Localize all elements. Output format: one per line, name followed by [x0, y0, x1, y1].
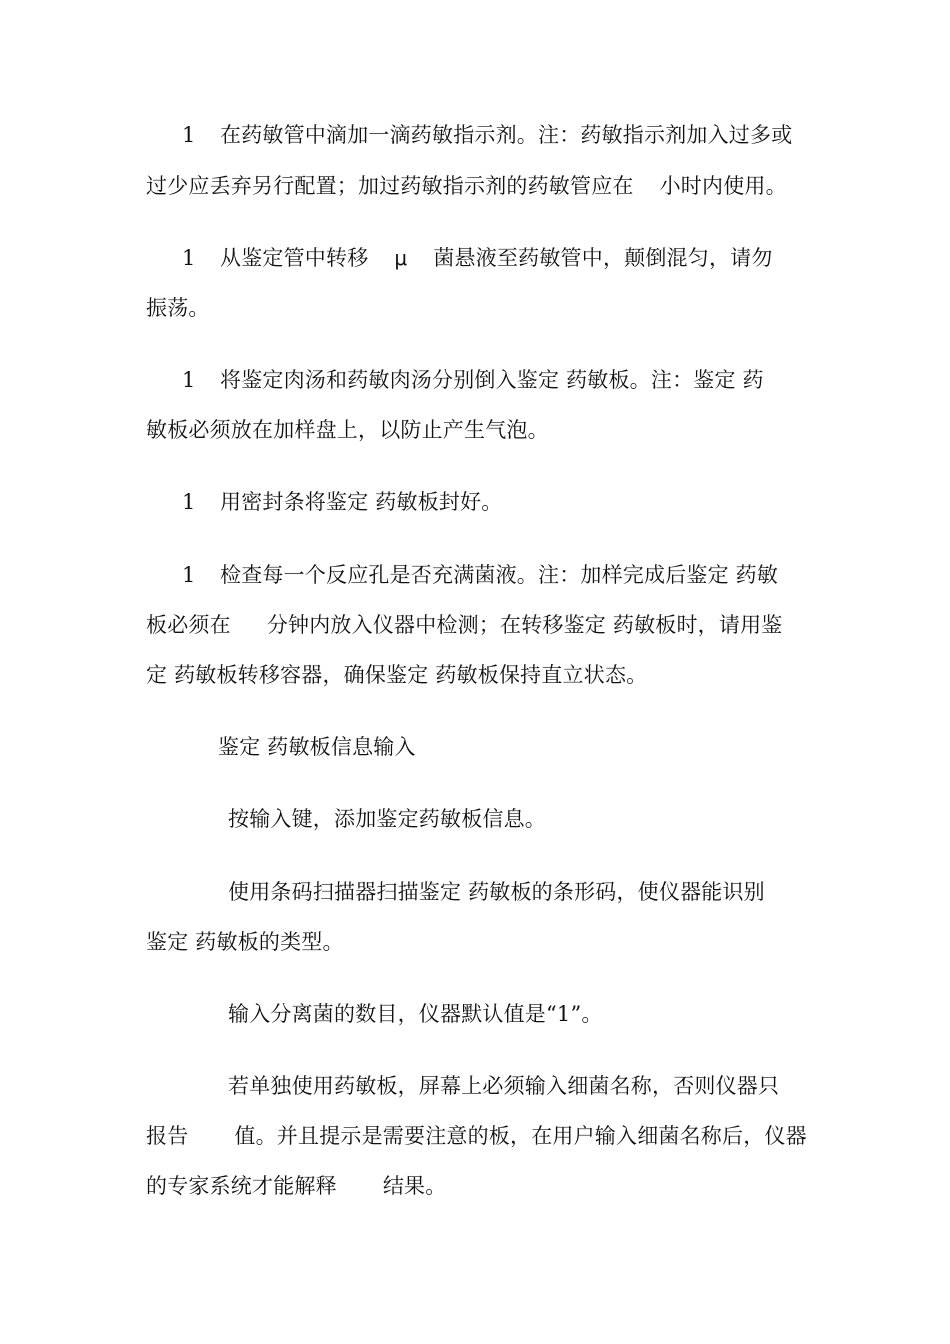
- section-heading: 鉴定 药敏板信息输入: [218, 735, 416, 759]
- step-text: 分钟内放入仪器中检测；在转移鉴定 药敏板时，请用鉴: [266, 613, 783, 637]
- step-2-line-2: [146, 293, 810, 323]
- step-number: 1: [182, 368, 196, 392]
- paragraph-text: 结果。: [382, 1174, 447, 1198]
- paragraph-text: 报告: [146, 1124, 189, 1148]
- step-text: 在药敏管中滴加一滴药敏指示剂。注：药敏指示剂加入过多或: [220, 123, 793, 147]
- step-3-line-2: [146, 415, 810, 445]
- step-text: 菌悬液至药敏管中，颠倒混匀，请勿: [433, 246, 773, 270]
- step-text: 从鉴定管中转移: [220, 246, 369, 270]
- paragraph-2-line-2: 鉴定 药敏板的类型。: [146, 930, 344, 954]
- step-text: 用密封条将鉴定 药敏板封好。: [220, 490, 503, 514]
- paragraph-1: 按输入键，添加鉴定药敏板信息。: [228, 807, 546, 831]
- unit-symbol: μ: [394, 246, 408, 270]
- step-text: 板必须在: [146, 613, 231, 637]
- step-text: 定 药敏板转移容器，确保鉴定 药敏板保持直立状态。: [146, 663, 648, 687]
- step-text: 将鉴定肉汤和药敏肉汤分别倒入鉴定 药敏板。注：鉴定 药: [220, 368, 764, 392]
- step-number: 1: [182, 123, 196, 147]
- step-text: 检查每一个反应孔是否充满菌液。注：加样完成后鉴定 药敏: [220, 563, 779, 587]
- step-text: 敏板必须放在加样盘上，以防止产生气泡。: [146, 418, 549, 442]
- paragraph-text: 的专家系统才能解释: [146, 1174, 337, 1198]
- paragraph-2-line-1: 使用条码扫描器扫描鉴定 药敏板的条形码，使仪器能识别: [228, 880, 765, 904]
- step-text: 振荡。: [146, 296, 210, 320]
- paragraph-4-line-2: [146, 1121, 810, 1151]
- step-5-line-3: [146, 660, 810, 690]
- step-text: 过少应丢弃另行配置；加过药敏指示剂的药敏管应在: [146, 174, 634, 198]
- step-1-line-1: [146, 120, 810, 150]
- step-4-line-1: [146, 487, 810, 517]
- paragraph-4-line-3: [146, 1171, 810, 1201]
- step-5-line-1: [146, 560, 810, 590]
- step-number: 1: [182, 246, 196, 270]
- step-3-line-1: [146, 365, 810, 395]
- paragraph-3: 输入分离菌的数目，仪器默认值是“1”。: [228, 1002, 603, 1026]
- step-5-line-2: [146, 610, 810, 640]
- paragraph-4-line-1: 若单独使用药敏板，屏幕上必须输入细菌名称，否则仪器只: [228, 1074, 780, 1098]
- step-text: 小时内使用。: [659, 174, 787, 198]
- paragraph-text: 值。并且提示是需要注意的板，在用户输入细菌名称后，仪器: [234, 1124, 807, 1148]
- step-number: 1: [182, 563, 196, 587]
- step-2-line-1: [146, 243, 810, 273]
- step-1-line-2: [146, 171, 810, 201]
- step-number: 1: [182, 490, 196, 514]
